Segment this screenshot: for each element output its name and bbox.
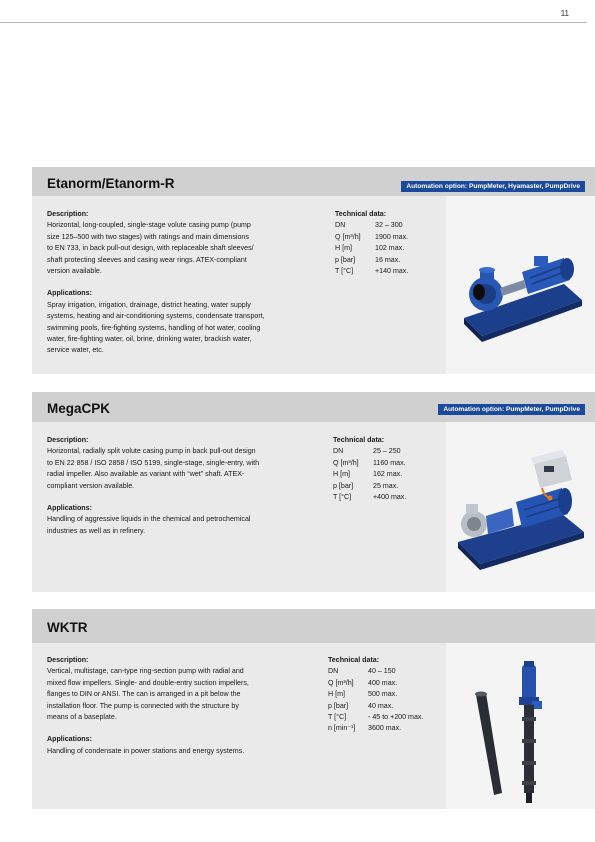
- applications-line: Handling of aggressive liquids in the chemical and petrochemical: [47, 515, 251, 524]
- tech-value: 32 – 300: [375, 221, 403, 230]
- description-line: means of a baseplate.: [47, 713, 117, 722]
- spacer: [47, 277, 312, 288]
- description-line: to EN 733, in back pull-out design, with replaceable shaft sleeves/: [47, 244, 254, 253]
- tech-row: [333, 446, 406, 457]
- description-line: flanges to DIN or ANSI. The can is arranged in a pit below the: [47, 690, 241, 699]
- tech-value: 162 max.: [373, 470, 403, 479]
- tech-value: 25 – 250: [373, 447, 401, 456]
- spacer: [47, 492, 312, 503]
- tech-value: 3600 max.: [368, 724, 402, 733]
- tech-value: - 45 to +200 max.: [368, 713, 424, 722]
- page-number: 11: [560, 9, 569, 18]
- applications-heading: Applications:: [47, 289, 92, 298]
- tech-label: Q [m³/h]: [328, 678, 354, 687]
- horizontal-pump-image: [446, 196, 595, 374]
- tech-row: [335, 232, 408, 243]
- automation-badge: Automation option: PumpMeter, PumpDrive: [438, 404, 585, 415]
- tech-label: T [°C]: [333, 493, 352, 502]
- tech-value: 102 max.: [375, 244, 405, 253]
- tech-row: [333, 492, 406, 503]
- technical-heading: Technical data:: [333, 436, 385, 444]
- tech-row: [328, 678, 423, 689]
- tech-row: [335, 255, 408, 266]
- tech-value: 400 max.: [368, 678, 398, 687]
- product-description: [47, 209, 312, 357]
- spacer: [47, 723, 312, 734]
- tech-row: [333, 469, 406, 480]
- tech-row: [335, 266, 408, 277]
- tech-row: [328, 701, 423, 712]
- tech-label: DN: [333, 447, 344, 456]
- tech-label: Q [m³/h]: [333, 458, 359, 467]
- tech-row: [328, 723, 423, 734]
- description-line: size 125–500 with two stages) with ratings and main dimensions: [47, 232, 249, 241]
- tech-value: +140 max.: [375, 267, 409, 276]
- tech-value: 1900 max.: [375, 232, 409, 241]
- applications-line: Spray irrigation, irrigation, drainage, district heating, water supply: [47, 300, 251, 309]
- applications-line: service water, etc.: [47, 346, 104, 355]
- applications-line: water, fire-fighting water, oil, brine, drinking water, brackish water,: [47, 335, 252, 344]
- product-title: MegaCPK: [47, 401, 111, 416]
- tech-value: 500 max.: [368, 690, 398, 699]
- description-line: Horizontal, radially split volute casing pump in back pull-out design: [47, 447, 256, 456]
- tech-label: Q [m³/h]: [335, 232, 361, 241]
- tech-value: 16 max.: [375, 255, 401, 264]
- product-header: [32, 167, 595, 196]
- tech-row: [328, 712, 423, 723]
- technical-heading: Technical data:: [328, 656, 380, 664]
- description-line: installation floor. The pump is connected with the structure by: [47, 701, 239, 710]
- page-top-rule: [0, 22, 587, 23]
- tech-value: +400 max.: [373, 493, 407, 502]
- tech-label: n [min⁻¹]: [328, 724, 356, 733]
- tech-value: 25 max.: [373, 481, 399, 490]
- tech-label: p [bar]: [335, 255, 356, 264]
- product-megacpk: [32, 392, 595, 592]
- tech-row: [328, 666, 423, 677]
- description-heading: Description:: [47, 436, 89, 444]
- product-description: [47, 655, 312, 757]
- applications-line: Handling of condensate in power stations and energy systems.: [47, 746, 245, 755]
- tech-label: DN: [335, 221, 346, 230]
- product-title: WKTR: [47, 620, 88, 635]
- description-line: radial impeller. Also available as variant with “wet” shaft. ATEX-: [47, 470, 245, 479]
- description-line: to EN 22 858 / ISO 2858 / ISO 5199, single-stage, single-entry, with: [47, 458, 260, 467]
- technical-data: [335, 209, 408, 277]
- tech-row: [328, 689, 423, 700]
- tech-label: p [bar]: [328, 701, 349, 710]
- description-line: mixed flow impellers. Single- and double-entry suction impellers,: [47, 678, 249, 687]
- tech-label: H [m]: [328, 690, 345, 699]
- product-etanorm: [32, 167, 595, 374]
- tech-label: H [m]: [335, 244, 352, 253]
- product-header: [32, 392, 595, 422]
- tech-value: 40 – 150: [368, 667, 396, 676]
- tech-row: [335, 243, 408, 254]
- horizontal-pump-image-icon: [446, 196, 595, 374]
- applications-line: industries as well as in refinery.: [47, 526, 146, 535]
- tech-label: H [m]: [333, 470, 350, 479]
- vertical-can-pump-image: [446, 643, 595, 809]
- tech-row: [335, 220, 408, 231]
- technical-heading: Technical data:: [335, 210, 387, 218]
- product-description: [47, 435, 312, 537]
- applications-heading: Applications:: [47, 504, 92, 513]
- description-line: Vertical, multistage, can-type ring-section pump with radial and: [47, 667, 244, 676]
- product-wktr: [32, 609, 595, 809]
- technical-data: [333, 435, 406, 503]
- tech-label: p [bar]: [333, 481, 354, 490]
- tech-value: 40 max.: [368, 701, 394, 710]
- tech-row: [333, 458, 406, 469]
- automation-badge: Automation option: PumpMeter, Hyamaster, PumpDrive: [401, 181, 585, 192]
- chemical-pump-image: [446, 422, 595, 592]
- description-heading: Description:: [47, 210, 89, 218]
- description-line: compliant version available.: [47, 481, 135, 490]
- technical-data: [328, 655, 423, 735]
- applications-line: swimming pools, fire-fighting systems, handling of hot water, cooling: [47, 323, 261, 332]
- applications-heading: Applications:: [47, 735, 92, 744]
- vertical-can-pump-image-icon: [446, 643, 595, 809]
- description-heading: Description:: [47, 656, 89, 664]
- tech-label: T [°C]: [328, 713, 347, 722]
- product-title: Etanorm/Etanorm-R: [47, 176, 175, 191]
- product-header: [32, 609, 595, 643]
- tech-value: 1160 max.: [373, 458, 406, 467]
- description-line: version available.: [47, 267, 102, 276]
- tech-label: T [°C]: [335, 267, 354, 276]
- description-line: Horizontal, long-coupled, single-stage volute casing pump (pump: [47, 221, 251, 230]
- chemical-pump-image-icon: [446, 422, 595, 592]
- description-line: shaft protecting sleeves and casing wear rings. ATEX-compliant: [47, 255, 247, 264]
- tech-label: DN: [328, 667, 339, 676]
- tech-row: [333, 481, 406, 492]
- applications-line: systems, heating and air-conditioning systems, condensate transport,: [47, 312, 265, 321]
